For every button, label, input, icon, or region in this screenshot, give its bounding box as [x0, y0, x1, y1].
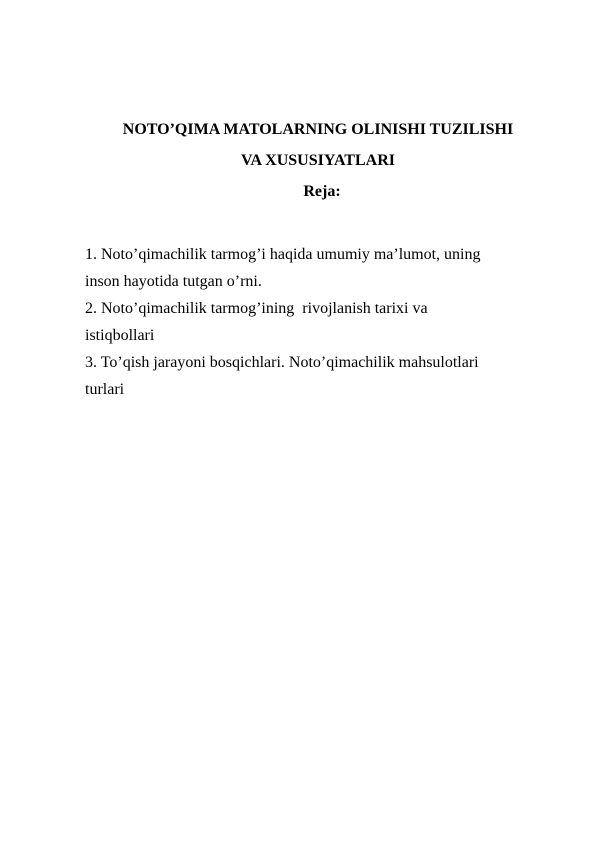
plan-heading: Reja: [303, 183, 341, 200]
document-title-line-2: VA XUSUSIYATLARI [241, 152, 395, 169]
plan-item-1-line-1: 1. Noto’qimachilik tarmog’i haqida umumiy ma’lumot, uning [85, 246, 481, 263]
plan-item-2-line-2: istiqbollari [85, 327, 155, 344]
plan-item-1-line-2: inson hayotida tutgan o’rni. [85, 273, 262, 290]
plan-item-2-line-1: 2. Noto’qimachilik tarmog’ining rivojlanish tarixi va [85, 300, 428, 317]
plan-list [85, 241, 555, 403]
plan-item-3-line-1: 3. To’qish jarayoni bosqichlari. Noto’qimachilik mahsulotlari [85, 354, 479, 371]
plan-item-3-line-2: turlari [85, 381, 125, 398]
document-title-line-1: NOTO’QIMA MATOLARNING OLINISHI TUZILISHI [122, 121, 514, 138]
